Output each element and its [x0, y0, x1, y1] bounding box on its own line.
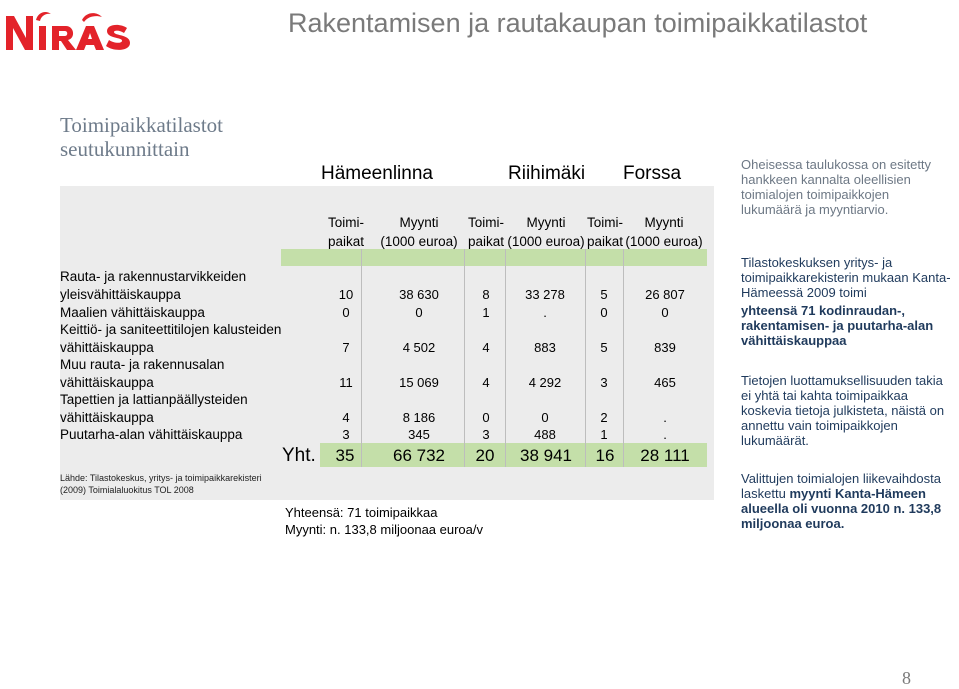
table-cell: 38 630	[399, 287, 439, 302]
note-text: Valittujen toimialojen liikevaihdosta laskettu	[741, 471, 941, 501]
row-label: Tapettien ja lattianpäällysteiden	[60, 392, 248, 407]
total-label: Yht.	[282, 445, 316, 466]
table-cell: 1	[482, 305, 490, 320]
table-cell: 0	[415, 305, 423, 320]
table-cell: 883	[534, 340, 556, 355]
page-title: Rakentamisen ja rautakaupan toimipaikkatilastot	[288, 8, 868, 38]
note-sales	[741, 471, 953, 531]
city-header: Hämeenlinna	[321, 163, 433, 184]
table-cell: 4 292	[528, 375, 562, 390]
column-header: Toimi- paikat	[467, 215, 505, 249]
note-confidentiality: Tietojen luottamuksellisuuden takia ei yhtä tai kahta toimipaikkaa koskevia tietoja julkisteta, näistä on annettu vain toimipaikkojen lukumäärät.	[741, 373, 945, 448]
page-number: 8	[902, 668, 911, 688]
note-text: Tilastokeskuksen yritys- ja toimipaikkarekisterin mukaan Kanta-Hämeessä 2009 toimi	[741, 255, 951, 300]
table-cell: 5	[600, 340, 608, 355]
table-cell: 2	[600, 410, 608, 425]
table-cell: 0	[661, 305, 669, 320]
table-cell: 0	[342, 305, 350, 320]
table-cell: 7	[342, 340, 350, 355]
row-label: Keittiö- ja saniteettitilojen kalusteiden	[60, 322, 282, 337]
row-label: vähittäiskauppa	[60, 340, 154, 355]
note-highlight: yhteensä 71 kodinraudan-, rakentamisen- ja puutarha-alan vähittäiskauppaa	[741, 303, 934, 348]
row-label: yleisvähittäiskauppa	[60, 287, 181, 302]
niras-logo	[4, 8, 132, 54]
column-header: Myynti (1000 euroa)	[380, 215, 458, 249]
column-divider	[505, 249, 506, 467]
summary-line: Myynti: n. 133,8 miljoonaa euroa/v	[285, 522, 483, 537]
table-cell: 4	[482, 375, 490, 390]
table-cell: 26 807	[645, 287, 685, 302]
table-cell: 8 186	[402, 410, 436, 425]
row-label: Rauta- ja rakennustarvikkeiden	[60, 269, 247, 284]
table-cell: 10	[338, 287, 354, 302]
column-header: Myynti (1000 euroa)	[625, 215, 703, 249]
table-cell: 8	[482, 287, 490, 302]
row-label: vähittäiskauppa	[60, 375, 154, 390]
table-cell: 3	[600, 375, 608, 390]
table-header-band	[281, 249, 707, 266]
table-cell: 465	[654, 375, 676, 390]
column-header: Myynti (1000 euroa)	[507, 215, 585, 249]
table-cell: 0	[541, 410, 549, 425]
total-cell: 66 732	[393, 446, 445, 465]
row-label: vähittäiskauppa	[60, 410, 154, 425]
row-label: Muu rauta- ja rakennusalan	[60, 357, 225, 372]
table-cell: .	[663, 427, 667, 442]
total-cell: 38 941	[520, 446, 572, 465]
column-divider	[464, 249, 465, 467]
city-header: Riihimäki	[508, 163, 586, 184]
column-divider	[623, 249, 624, 467]
table-cell: 4	[482, 340, 490, 355]
note-highlight: myynti Kanta-Hämeen alueella oli vuonna 2010 n. 133,8 miljoonaa euroa.	[741, 486, 942, 531]
table-cell: 839	[654, 340, 676, 355]
table-cell: 3	[342, 427, 350, 442]
table-cell: 3	[482, 427, 490, 442]
row-label: Maalien vähittäiskauppa	[60, 305, 205, 320]
table-cell: 4 502	[402, 340, 436, 355]
table-cell: 15 069	[399, 375, 439, 390]
table-cell: 0	[482, 410, 490, 425]
city-header: Forssa	[623, 163, 682, 184]
note-register	[741, 255, 953, 348]
table-cell: .	[543, 305, 547, 320]
row-label: Puutarha-alan vähittäiskauppa	[60, 427, 243, 442]
source-note: Lähde: Tilastokeskus, yritys- ja toimipaikkarekisteri (2009) Toimialaluokitus TOL 2008	[60, 473, 262, 495]
summary	[285, 504, 483, 538]
section-title: Toimipaikkatilastot seutukunnittain	[60, 113, 224, 161]
table-cell: 488	[534, 427, 556, 442]
note-intro: Oheisessa taulukossa on esitetty hankkeen kannalta oleellisien toimialojen toimipaikkojen lukumäärä ja myyntiarvio.	[741, 157, 932, 217]
column-header: Toimi- paikat	[586, 215, 624, 249]
table-cell: .	[663, 410, 667, 425]
column-divider	[585, 249, 586, 467]
total-cell: 16	[595, 446, 615, 465]
table-cell: 5	[600, 287, 608, 302]
table-cell: 345	[408, 427, 430, 442]
table-cell: 1	[600, 427, 608, 442]
table-cell: 4	[342, 410, 350, 425]
table-cell: 0	[600, 305, 608, 320]
total-cell: 20	[475, 446, 495, 465]
total-cell: 35	[335, 446, 355, 465]
column-header: Toimi- paikat	[327, 215, 365, 249]
total-cell: 28 111	[640, 446, 690, 465]
table-cell: 33 278	[525, 287, 565, 302]
summary-line: Yhteensä: 71 toimipaikkaa	[285, 505, 438, 520]
table-cell: 11	[339, 375, 353, 390]
